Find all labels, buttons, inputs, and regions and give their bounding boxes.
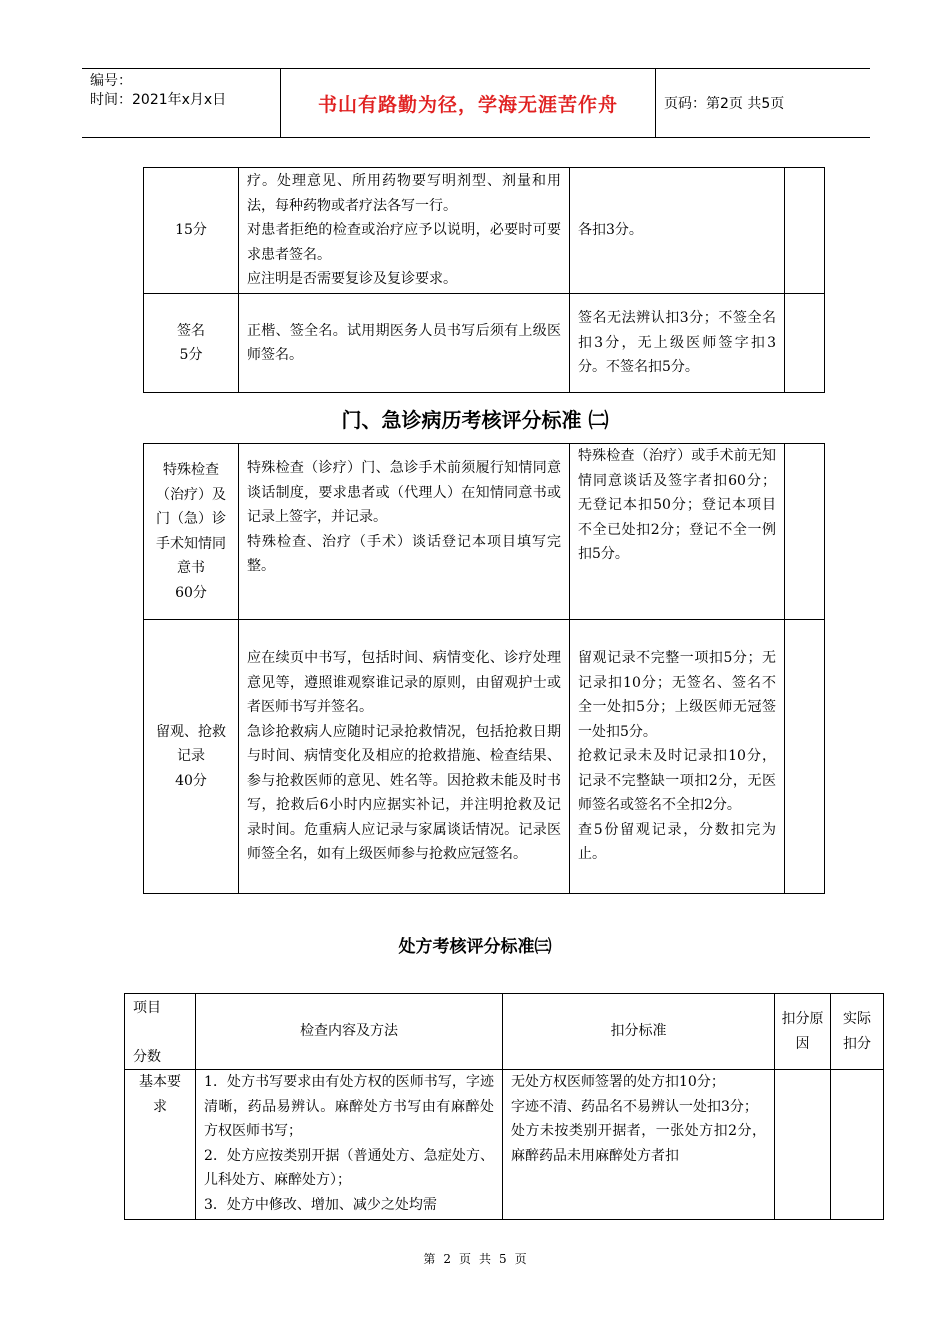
row-content-text: 应在续页中书写，包括时间、病情变化、诊疗处理意见等，遵照谁观察谁记录的原则，由留观护士或者医师书写并签名。 急诊抢救病人应随时记录抢救情况，包括抢救日期与时间、病情变化及相应的抢救措施、检查结果、参与抢救医师的意见、姓名等。因抢救未能及时书写，抢救后6小时内应据实补记，并注明抢救及记录时间。危重病人应记录与家属谈话情况。记录医师签全名，如有上级医师参与抢救应冠签名。 [247, 650, 561, 863]
outpatient-scoring-table-1 [143, 167, 825, 393]
header-page: 页码：第2页 共5页 [664, 96, 785, 112]
header-deduct: 扣分标准 [503, 994, 775, 1070]
row-deduct-text: 留观记录不完整一项扣5分；无记录扣10分；无签名、签名不全一处扣5分；上级医师无冠签一处扣5分。 抢救记录未及时记录扣10分，记录不完整缺一项扣2分，无医师签名或签名不全扣2分。 查5份留观记录，分数扣完为止。 [578, 650, 776, 863]
footer-page: 2 [443, 1252, 451, 1266]
row-item [144, 444, 239, 620]
row-item [144, 168, 239, 294]
row-content [196, 1070, 503, 1220]
row-deduct [570, 444, 785, 620]
footer-p1: 第 [423, 1252, 436, 1266]
header-actual: 实际扣分 [831, 994, 884, 1070]
header-reason: 扣分原因 [775, 994, 831, 1070]
row-content-text: 正楷、签全名。试用期医务人员书写后须有上级医师签名。 [247, 322, 561, 363]
row-deduct [570, 294, 785, 393]
row-deduct-text: 签名无法辨认扣3分；不签全名扣3分，无上级医师签字扣3分。不签名扣5分。 [578, 310, 776, 376]
row-deduct [503, 1070, 775, 1220]
row-content [239, 294, 570, 393]
page-footer [0, 1250, 950, 1267]
table-row [144, 294, 825, 393]
row-reason [775, 1070, 831, 1220]
outpatient-scoring-table-2 [143, 443, 825, 894]
footer-p4: 页 [514, 1252, 527, 1266]
footer-p3: 共 [479, 1252, 492, 1266]
header-code: 编号： [90, 73, 132, 89]
row-item: 基本要求 [125, 1070, 196, 1220]
row-blank [785, 444, 825, 620]
header-content: 检查内容及方法 [196, 994, 503, 1070]
row-item [144, 620, 239, 894]
footer-p2: 页 [458, 1252, 471, 1266]
section-title-2: 门、急诊病历考核评分标准 ㈡ [341, 408, 609, 432]
row-item-text: 特殊检查（治疗）及门（急）诊手术知情同意书 60分 [156, 462, 226, 601]
header-time: 时间：2021年x月x日 [90, 92, 227, 108]
table-row [144, 168, 825, 294]
row-content [239, 620, 570, 894]
row-actual [831, 1070, 884, 1220]
table-row [125, 1070, 884, 1220]
row-deduct-text: 特殊检查（治疗）或手术前无知情同意谈话及签字者扣60分；无登记本扣50分；登记本项目不全已处扣2分；登记不全一例扣5分。 [578, 448, 776, 562]
row-item-text: 15分 [175, 222, 207, 239]
row-item-text: 留观、抢救记录 40分 [156, 723, 226, 789]
header-item-bottom: 分数 [133, 1048, 161, 1065]
row-deduct-text: 无处方权医师签署的处方扣10分； 字迹不清、药品名不易辨认一处扣3分； 处方未按类别开据者，一张处方扣2分，麻醉药品未用麻醉处方者扣 [511, 1074, 766, 1164]
row-deduct [570, 620, 785, 894]
row-blank [785, 620, 825, 894]
row-content [239, 444, 570, 620]
row-content-text: 疗。处理意见、所用药物要写明剂型、剂量和用法，每种药物或者疗法各写一行。 对患者拒绝的检查或治疗应予以说明，必要时可要求患者签名。 应注明是否需要复诊及复诊要求。 [247, 173, 561, 288]
row-content [239, 168, 570, 294]
page-header [82, 68, 870, 138]
row-item [144, 294, 239, 393]
header-motto: 书山有路勤为径，学海无涯苦作舟 [280, 69, 656, 137]
table-header-row [125, 994, 884, 1070]
row-deduct [570, 168, 785, 294]
row-blank [785, 294, 825, 393]
row-content-text: 1．处方书写要求由有处方权的医师书写，字迹清晰，药品易辨认。麻醉处方书写由有麻醉处方权医师书写； 2．处方应按类别开据（普通处方、急症处方、儿科处方、麻醉处方）； 3．处方中修改、增加、减少之处均需 [204, 1074, 494, 1213]
header-item-top: 项目 [133, 1000, 161, 1016]
header-item [125, 994, 196, 1070]
header-meta [82, 69, 280, 137]
row-content-text: 特殊检查（诊疗）门、急诊手术前须履行知情同意谈话制度，要求患者或（代理人）在知情同意书或记录上签字，并记录。 特殊检查、治疗（手术）谈话登记本项目填写完整。 [247, 460, 561, 574]
row-blank [785, 168, 825, 294]
section-title-3: 处方考核评分标准㈢ [398, 937, 552, 957]
row-deduct-text: 各扣3分。 [578, 222, 643, 239]
row-item-text: 签名 5分 [177, 322, 205, 363]
table-row [144, 444, 825, 620]
footer-total: 5 [499, 1252, 507, 1266]
prescription-scoring-table [124, 993, 884, 1220]
table-row [144, 620, 825, 894]
